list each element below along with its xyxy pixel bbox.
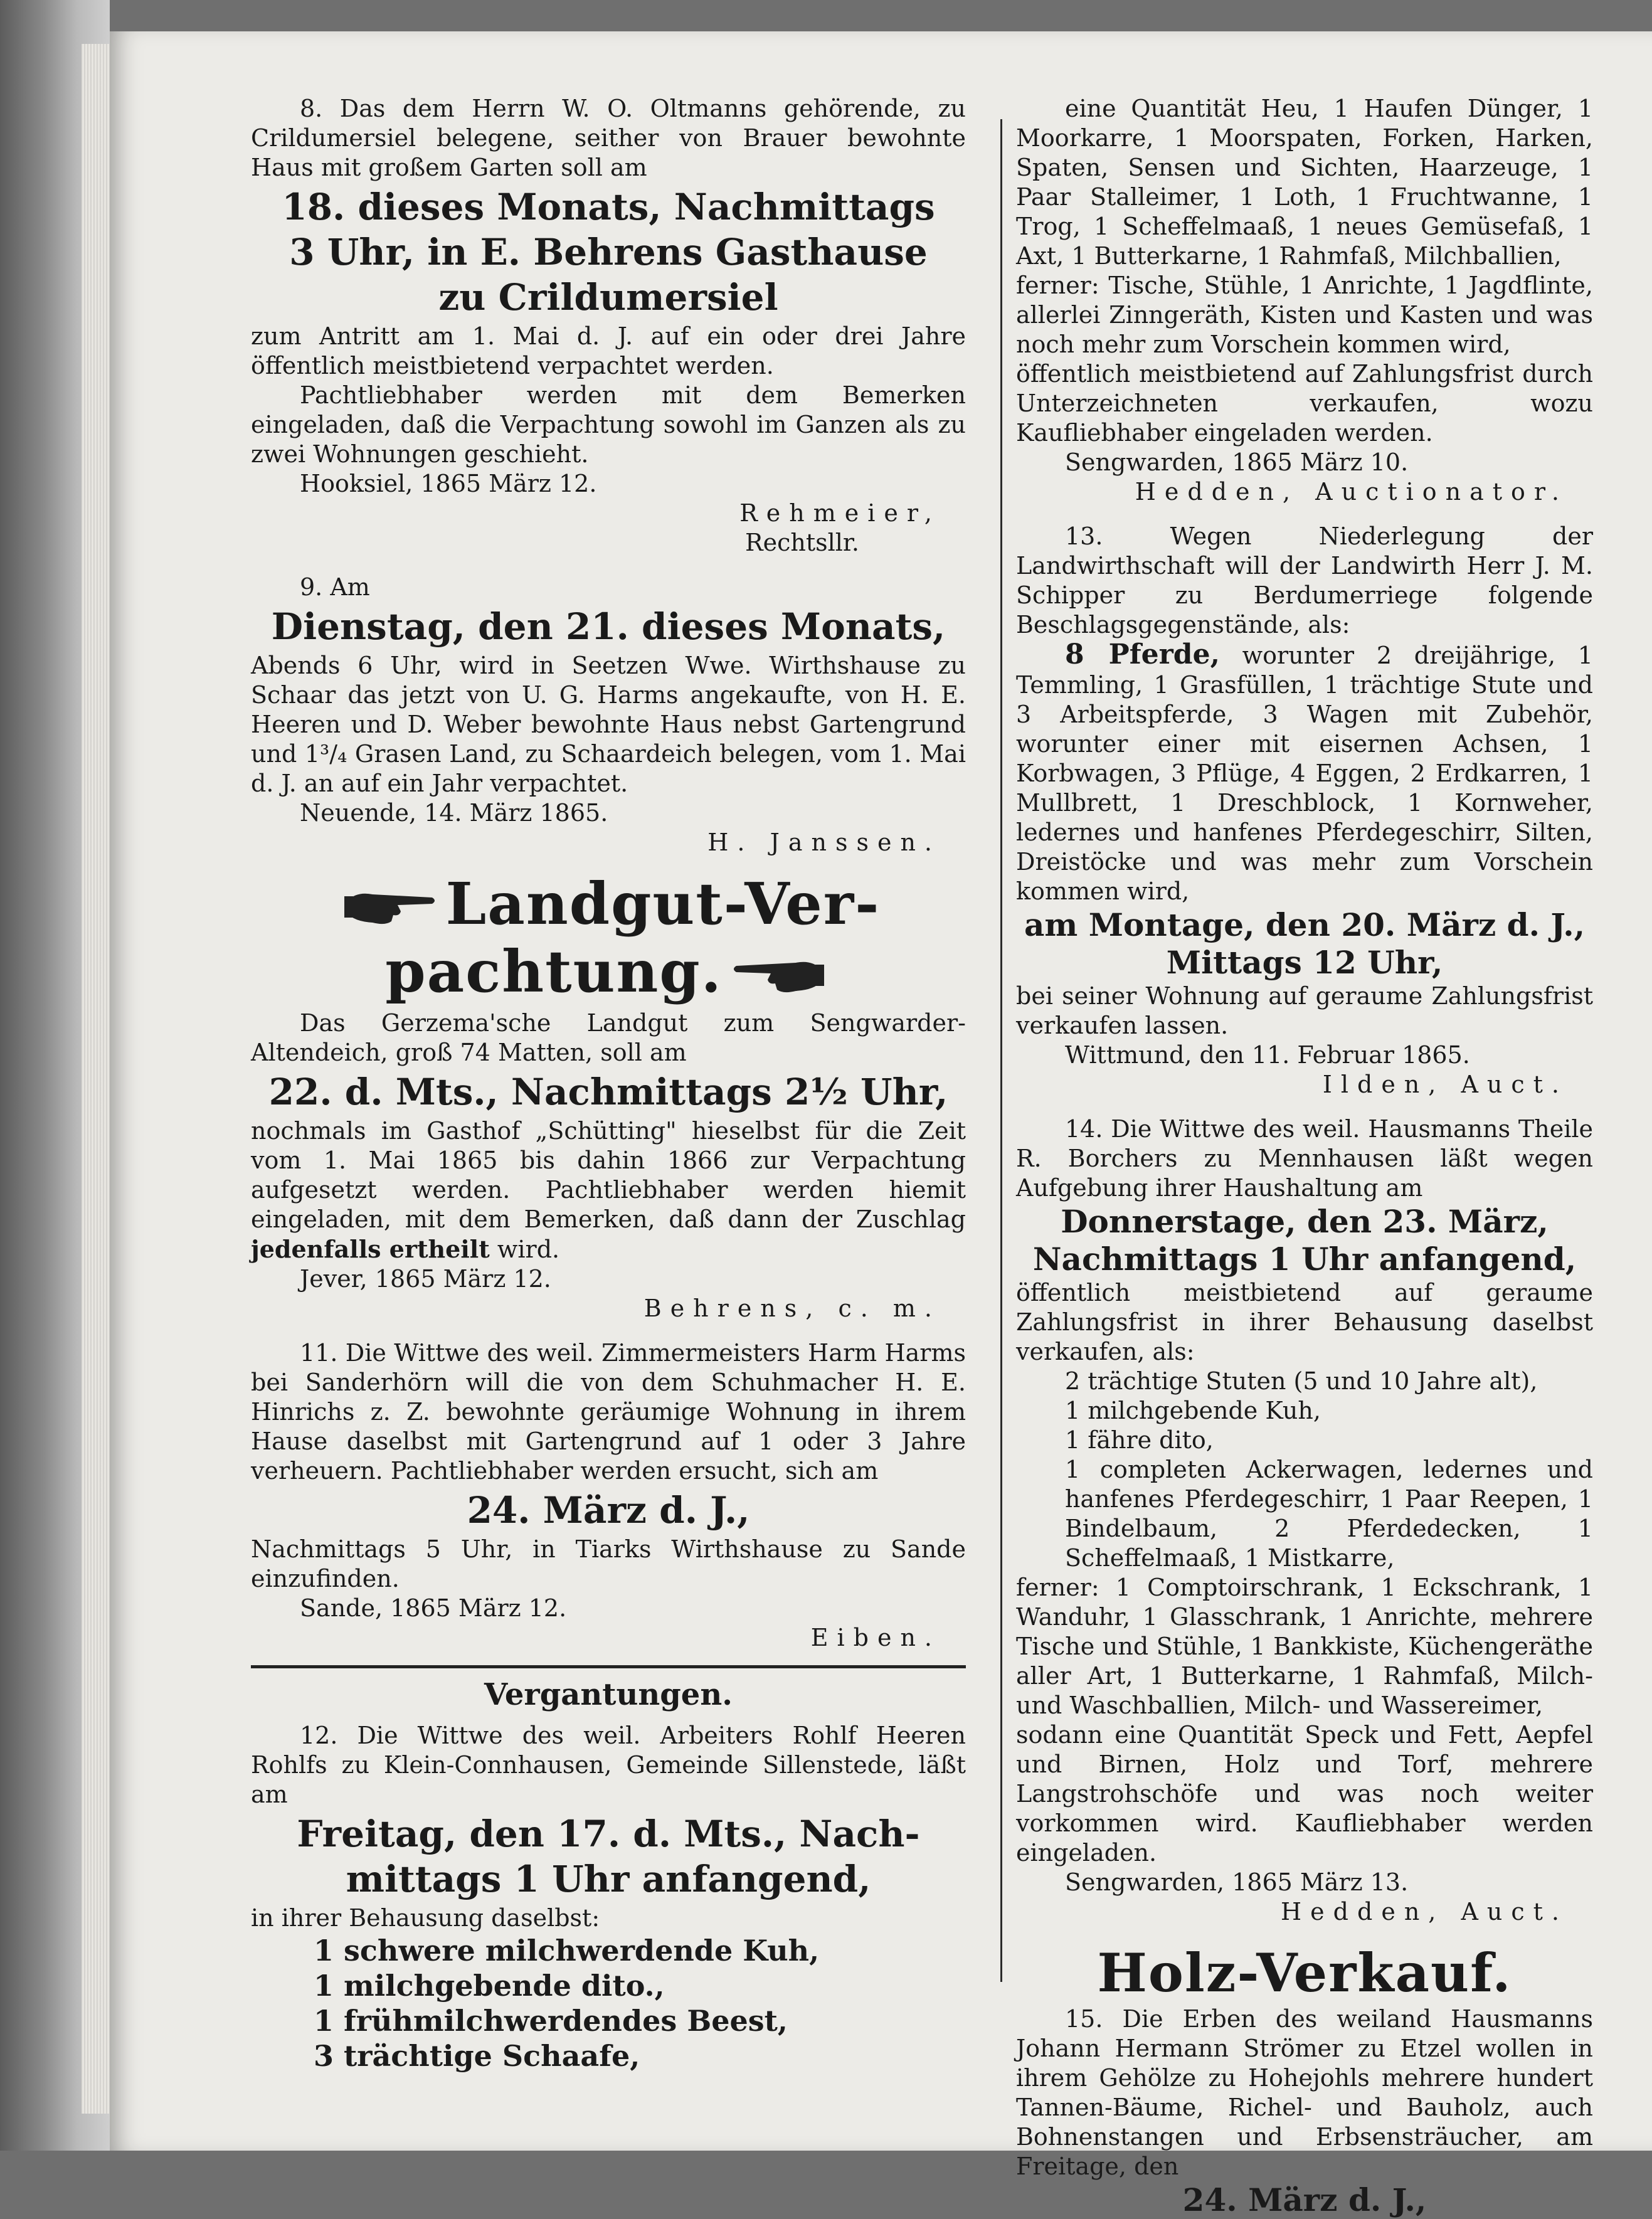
notice-place: Sengwarden, 1865 März 10.	[1065, 448, 1409, 476]
notice-body: öffentlich meistbietend auf geraume Zahlungsfrist in ihrer Behausung daselbst verkaufen, als:	[1016, 1279, 1593, 1365]
list-item: 3 trächtige Schaafe,	[314, 2038, 640, 2073]
notice-14	[1016, 1115, 1593, 1927]
notice-body: ferner: 1 Comptoirschrank, 1 Eckschrank, 1 Wanduhr, 1 Glasschrank, 1 Anrichte, mehrere Tische und Stühle, 1 Bankkiste, Küchengeräthe aller Art, 1 Butterkarne, 1 Rahmfaß, Milch- und Waschballien, Milch- und Wassereimer,	[1016, 1574, 1593, 1719]
notice-signer: Eiben.	[810, 1623, 941, 1651]
notice-body: in ihrer Behausung daselbst:	[251, 1904, 600, 1932]
notice-place: Sande, 1865 März 12.	[300, 1594, 567, 1622]
section-divider	[251, 1665, 966, 1668]
notice-date: zu Crildumersiel	[438, 276, 778, 319]
notice-date: 22. d. Mts., Nachmittags 2½ Uhr,	[268, 1070, 948, 1113]
list-item: 1 milchgebende Kuh,	[1065, 1397, 1321, 1424]
notice-body: Nachmittags 5 Uhr, in Tiarks Wirthshause zu Sande einzufinden.	[251, 1535, 966, 1592]
notice-12	[251, 1721, 966, 2073]
notice-date: Nachmittags 1 Uhr anfangend,	[1032, 1241, 1577, 1278]
notice-body: 8 Pferde, worunter 2 dreijährige, 1 Temmling, 1 Grasfüllen, 1 trächtige Stute und 3 Arbeitspferde, 3 Wagen mit Zubehör, worunter einer mit eisernen Achsen, 1 Korbwagen, 3 Pflüge, 4 Eggen, 2 Erdkarren, 1 Mullbrett, 1 Dreschblock, 1 Kornweher, ledernes und hanfenes Pferdegeschirr, Silten, Dreistöcke und was mehr zum Vorschein kommen wird,	[1016, 638, 1593, 905]
list-item: 1 completen Ackerwagen, ledernes und hanfenes Pferdegeschirr, 1 Paar Reepen, 1 Bindelbaum, 2 Pferdedecken, 1 Scheffelmaaß, 1 Mistkarre,	[1065, 1456, 1593, 1572]
notice-date: mittags 1 Uhr anfangend,	[346, 1857, 871, 1900]
notice-intro: 12. Die Wittwe des weil. Arbeiters Rohlf Heeren Rohlfs zu Klein-Connhausen, Gemeinde Sillenstede, läßt am	[251, 1721, 966, 1808]
notice-body: bei seiner Wohnung auf geraume Zahlungsfrist verkaufen lassen.	[1016, 982, 1593, 1039]
notice-date: Dienstag, den 21. dieses Monats,	[271, 605, 946, 648]
notice-date: 18. dieses Monats, Nachmittags	[282, 186, 935, 228]
notice-signer: Rehmeier,	[739, 499, 941, 527]
column-rule	[1000, 119, 1002, 1982]
notice-intro: 8. Das dem Herrn W. O. Oltmanns gehörende, zu Crildumersiel belegene, seither von Brauer bewohnte Haus mit großem Garten soll am	[251, 95, 966, 181]
section-heading: Vergantungen.	[484, 1676, 733, 1712]
notice-15	[1016, 1942, 1593, 2219]
notice-signer: Behrens, c. m.	[643, 1294, 941, 1322]
notice-headline: Landgut-Ver-	[251, 872, 966, 940]
notice-body: eine Quantität Heu, 1 Haufen Dünger, 1 Moorkarre, 1 Moorspaten, Forken, Harken, Spaten, Sensen und Sichten, Haarzeuge, 1 Paar Stalleimer, 1 Loth, 1 Fruchtwanne, 1 Trog, 1 Scheffelmaaß, 1 neues Gemüsefaß, 1 Axt, 1 Butterkarne, 1 Rahmfaß, Milchballien,	[1016, 95, 1593, 270]
notice-signer: H. Janssen.	[707, 829, 941, 856]
notice-12-continued	[1016, 94, 1593, 507]
notice-note: Pachtliebhaber werden mit dem Bemerken eingeladen, daß die Verpachtung sowohl im Ganzen als zu zwei Wohnungen geschieht.	[251, 381, 966, 468]
notice-body: sodann eine Quantität Speck und Fett, Aepfel und Birnen, Holz und Torf, mehrere Langstrohschöfe und was noch weiter vorkommen wird. Kaufliebhaber werden eingeladen.	[1016, 1721, 1593, 1867]
notice-13	[1016, 522, 1593, 1099]
list-item: 1 frühmilchwerdendes Beest,	[314, 2003, 788, 2038]
notice-intro: 9. Am	[300, 573, 370, 601]
notice-10	[251, 872, 966, 1323]
notice-role: Rechtsllr.	[744, 529, 859, 556]
notice-place: Wittmund, den 11. Februar 1865.	[1065, 1041, 1470, 1069]
notice-signer: Ilden, Auct.	[1322, 1071, 1568, 1098]
list-item: 1 schwere milchwerdende Kuh,	[314, 1933, 820, 1967]
notice-intro: 13. Wegen Niederlegung der Landwirthschaft will der Landwirth Herr J. M. Schipper zu Berdumerriege folgende Beschlagsgegenstände, als:	[1016, 522, 1593, 638]
notice-body: ferner: Tische, Stühle, 1 Anrichte, 1 Jagdflinte, allerlei Zinngeräth, Kisten und Kasten und was noch mehr zum Vorschein kommen wird,	[1016, 272, 1593, 358]
notice-body: nochmals im Gasthof „Schütting" hieselbst für die Zeit vom 1. Mai 1865 bis dahin 1866 zur Verpachtung aufgesetzt werden. Pachtliebhaber werden hiemit eingeladen, mit dem Bemerken, daß dann der Zuschlag jedenfalls ertheilt wird.	[251, 1116, 966, 1263]
pointing-hand-icon	[344, 877, 438, 940]
notice-date: Freitag, den 17. d. Mts., Nach-	[297, 1812, 920, 1855]
notice-date: Donnerstage, den 23. März,	[1061, 1203, 1549, 1240]
list-item: 2 trächtige Stuten (5 und 10 Jahre alt),	[1065, 1367, 1538, 1395]
pointing-hand-icon	[730, 946, 824, 1009]
notice-date: 3 Uhr, in E. Behrens Gasthause	[289, 231, 928, 273]
notice-11	[251, 1338, 966, 1653]
notice-body: öffentlich meistbietend auf Zahlungsfrist durch Unterzeichneten verkaufen, wozu Kaufliebhaber eingeladen werden.	[1016, 360, 1593, 447]
notice-intro: Das Gerzema'sche Landgut zum Sengwarder-Altendeich, groß 74 Matten, soll am	[251, 1009, 966, 1066]
list-item: 1 fähre dito,	[1065, 1426, 1214, 1454]
notice-9	[251, 573, 966, 857]
notice-date: Mittags 12 Uhr,	[1166, 944, 1443, 981]
notice-8	[251, 94, 966, 558]
notice-intro: 15. Die Erben des weiland Hausmanns Johann Hermann Strömer zu Etzel wollen in ihrem Gehölze zu Hohejohls mehrere hundert Tannen-Bäume, Richel- und Bauholz, auch Bohnenstangen und Erbsensträucher, am Freitage, den	[1016, 2005, 1593, 2180]
notice-intro: 11. Die Wittwe des weil. Zimmermeisters Harm Harms bei Sanderhörn will die von dem Schuhmacher H. E. Hinrichs z. Z. bewohnte geräumige Wohnung in ihrem Hause daselbst mit Gartengrund auf 1 oder 3 Jahre verheuern. Pachtliebhaber werden ersucht, sich am	[251, 1338, 966, 1485]
notice-place: Hooksiel, 1865 März 12.	[300, 470, 597, 497]
notice-headline: pachtung.	[251, 940, 966, 1008]
notice-place: Jever, 1865 März 12.	[300, 1264, 551, 1293]
notice-signer: Hedden, Auct.	[1281, 1898, 1568, 1925]
list-item: 1 milchgebende dito.,	[314, 1968, 665, 2003]
notice-body: Abends 6 Uhr, wird in Seetzen Wwe. Wirthshause zu Schaar das jetzt von U. G. Harms angekaufte, von H. E. Heeren und D. Weber bewohnte Haus nebst Gartengrund und 1³/₄ Grasen Land, zu Schaardeich belegen, vom 1. Mai d. J. an auf ein Jahr verpachtet.	[251, 652, 966, 797]
notice-intro: 14. Die Wittwe des weil. Hausmanns Theile R. Borchers zu Mennhausen läßt wegen Aufgebung ihrer Haushaltung am	[1016, 1115, 1593, 1202]
notice-signer: Hedden, Auctionator.	[1135, 478, 1568, 506]
right-column	[1016, 94, 1593, 2219]
left-column	[251, 94, 966, 2073]
notice-headline: Holz-Verkauf.	[1097, 1942, 1512, 2004]
notice-date: 24. März d. J.,	[1182, 2181, 1427, 2218]
notice-place: Sengwarden, 1865 März 13.	[1065, 1868, 1409, 1896]
notice-date: 24. März d. J.,	[467, 1488, 750, 1532]
notice-body: zum Antritt am 1. Mai d. J. auf ein oder drei Jahre öffentlich meistbietend verpachtet werden.	[251, 322, 966, 379]
notice-place: Neuende, 14. März 1865.	[300, 799, 608, 827]
notice-date: am Montage, den 20. März d. J.,	[1024, 906, 1586, 943]
